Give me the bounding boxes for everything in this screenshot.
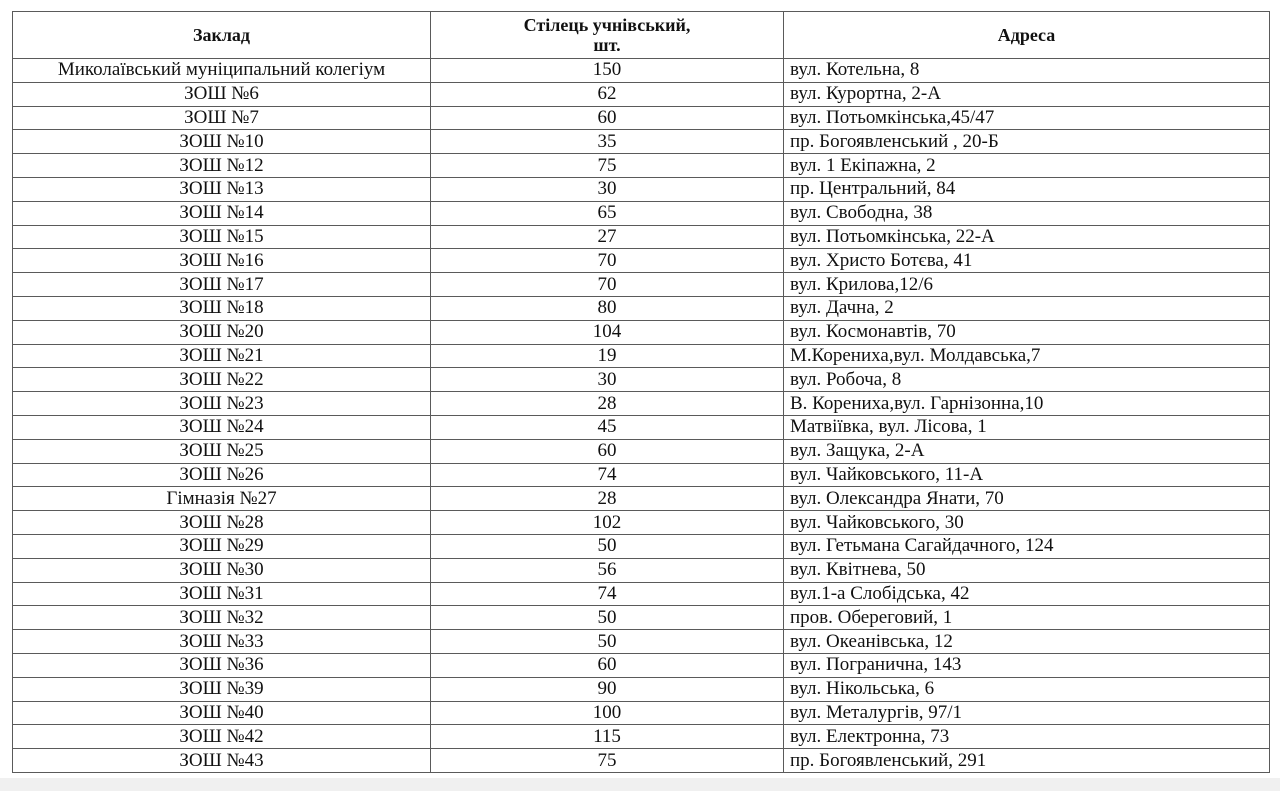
cell-address: пр. Богоявленський , 20-Б — [784, 130, 1270, 154]
cell-school: ЗОШ №42 — [13, 725, 431, 749]
cell-address: вул. Свободна, 38 — [784, 201, 1270, 225]
cell-quantity: 70 — [431, 249, 784, 273]
cell-quantity: 45 — [431, 415, 784, 439]
cell-address: Матвіївка, вул. Лісова, 1 — [784, 415, 1270, 439]
cell-school: Гімназія №27 — [13, 487, 431, 511]
table-row — [13, 201, 1270, 225]
cell-school: ЗОШ №25 — [13, 439, 431, 463]
cell-school: ЗОШ №18 — [13, 296, 431, 320]
cell-address: вул. 1 Екіпажна, 2 — [784, 154, 1270, 178]
table-row — [13, 749, 1270, 773]
cell-quantity: 70 — [431, 273, 784, 297]
table-row — [13, 630, 1270, 654]
table-row — [13, 177, 1270, 201]
table-row — [13, 392, 1270, 416]
cell-address: вул. Погранична, 143 — [784, 653, 1270, 677]
cell-school: ЗОШ №15 — [13, 225, 431, 249]
cell-school: ЗОШ №39 — [13, 677, 431, 701]
cell-quantity: 56 — [431, 558, 784, 582]
cell-address: вул. Металургів, 97/1 — [784, 701, 1270, 725]
table-row — [13, 296, 1270, 320]
table-body — [13, 59, 1270, 773]
cell-address: М.Корениха,вул. Молдавська,7 — [784, 344, 1270, 368]
cell-school: ЗОШ №16 — [13, 249, 431, 273]
cell-address: вул. Потьомкінська, 22-А — [784, 225, 1270, 249]
cell-school: ЗОШ №36 — [13, 653, 431, 677]
cell-school: ЗОШ №20 — [13, 320, 431, 344]
cell-quantity: 60 — [431, 653, 784, 677]
cell-quantity: 28 — [431, 392, 784, 416]
cell-quantity: 115 — [431, 725, 784, 749]
cell-address: вул. Океанівська, 12 — [784, 630, 1270, 654]
header-address: Адреса — [784, 12, 1270, 59]
table-row — [13, 249, 1270, 273]
cell-quantity: 74 — [431, 463, 784, 487]
table-row — [13, 558, 1270, 582]
cell-quantity: 28 — [431, 487, 784, 511]
table-row — [13, 82, 1270, 106]
cell-school: ЗОШ №30 — [13, 558, 431, 582]
cell-quantity: 65 — [431, 201, 784, 225]
cell-address: вул. Електронна, 73 — [784, 725, 1270, 749]
cell-address: вул. Котельна, 8 — [784, 59, 1270, 83]
cell-quantity: 27 — [431, 225, 784, 249]
table-row — [13, 439, 1270, 463]
cell-address: пр. Центральний, 84 — [784, 177, 1270, 201]
cell-quantity: 50 — [431, 606, 784, 630]
table-row — [13, 534, 1270, 558]
cell-school: ЗОШ №6 — [13, 82, 431, 106]
table-row — [13, 653, 1270, 677]
cell-quantity: 60 — [431, 106, 784, 130]
cell-address: вул. Нікольська, 6 — [784, 677, 1270, 701]
cell-address: вул. Чайковського, 11-А — [784, 463, 1270, 487]
cell-school: ЗОШ №29 — [13, 534, 431, 558]
cell-quantity: 80 — [431, 296, 784, 320]
cell-quantity: 75 — [431, 749, 784, 773]
cell-quantity: 30 — [431, 177, 784, 201]
cell-address: В. Корениха,вул. Гарнізонна,10 — [784, 392, 1270, 416]
table-row — [13, 59, 1270, 83]
cell-quantity: 50 — [431, 534, 784, 558]
table-row — [13, 701, 1270, 725]
cell-school: ЗОШ №24 — [13, 415, 431, 439]
table-row — [13, 463, 1270, 487]
cell-quantity: 60 — [431, 439, 784, 463]
cell-quantity: 100 — [431, 701, 784, 725]
header-quantity-line1: Стілець учнівський, — [523, 15, 691, 35]
schools-chairs-table — [12, 11, 1270, 773]
cell-address: вул. Робоча, 8 — [784, 368, 1270, 392]
table-row — [13, 582, 1270, 606]
table-header-row — [13, 12, 1270, 59]
cell-address: вул. Крилова,12/6 — [784, 273, 1270, 297]
cell-quantity: 62 — [431, 82, 784, 106]
cell-school: ЗОШ №23 — [13, 392, 431, 416]
cell-school: ЗОШ №40 — [13, 701, 431, 725]
table-row — [13, 725, 1270, 749]
cell-address: вул. Потьомкінська,45/47 — [784, 106, 1270, 130]
cell-address: вул. Курортна, 2-А — [784, 82, 1270, 106]
cell-school: Миколаївський муніципальний колегіум — [13, 59, 431, 83]
cell-school: ЗОШ №28 — [13, 511, 431, 535]
cell-quantity: 104 — [431, 320, 784, 344]
cell-quantity: 19 — [431, 344, 784, 368]
cell-school: ЗОШ №22 — [13, 368, 431, 392]
cell-quantity: 75 — [431, 154, 784, 178]
header-quantity-line2: шт. — [593, 35, 621, 55]
cell-school: ЗОШ №7 — [13, 106, 431, 130]
cell-school: ЗОШ №10 — [13, 130, 431, 154]
cell-school: ЗОШ №17 — [13, 273, 431, 297]
cell-address: пров. Обереговий, 1 — [784, 606, 1270, 630]
header-quantity — [431, 12, 784, 59]
table-row — [13, 320, 1270, 344]
cell-address: пр. Богоявленський, 291 — [784, 749, 1270, 773]
cell-address: вул. Дачна, 2 — [784, 296, 1270, 320]
table-row — [13, 511, 1270, 535]
cell-quantity: 50 — [431, 630, 784, 654]
cell-address: вул. Христо Ботєва, 41 — [784, 249, 1270, 273]
header-school: Заклад — [13, 12, 431, 59]
page-bottom-band — [0, 778, 1280, 791]
cell-address: вул. Квітнева, 50 — [784, 558, 1270, 582]
cell-school: ЗОШ №32 — [13, 606, 431, 630]
cell-school: ЗОШ №26 — [13, 463, 431, 487]
cell-quantity: 102 — [431, 511, 784, 535]
table-row — [13, 106, 1270, 130]
cell-address: вул. Чайковського, 30 — [784, 511, 1270, 535]
cell-address: вул. Олександра Янати, 70 — [784, 487, 1270, 511]
cell-address: вул. Защука, 2-А — [784, 439, 1270, 463]
cell-school: ЗОШ №13 — [13, 177, 431, 201]
table-row — [13, 677, 1270, 701]
cell-school: ЗОШ №33 — [13, 630, 431, 654]
table-row — [13, 344, 1270, 368]
cell-school: ЗОШ №31 — [13, 582, 431, 606]
table-row — [13, 154, 1270, 178]
cell-address: вул. Космонавтів, 70 — [784, 320, 1270, 344]
table-row — [13, 487, 1270, 511]
cell-quantity: 150 — [431, 59, 784, 83]
table-row — [13, 273, 1270, 297]
table-row — [13, 130, 1270, 154]
cell-school: ЗОШ №21 — [13, 344, 431, 368]
cell-quantity: 74 — [431, 582, 784, 606]
cell-quantity: 35 — [431, 130, 784, 154]
cell-school: ЗОШ №12 — [13, 154, 431, 178]
cell-address: вул. Гетьмана Сагайдачного, 124 — [784, 534, 1270, 558]
cell-quantity: 30 — [431, 368, 784, 392]
table-row — [13, 415, 1270, 439]
cell-school: ЗОШ №43 — [13, 749, 431, 773]
table-row — [13, 368, 1270, 392]
cell-quantity: 90 — [431, 677, 784, 701]
cell-address: вул.1-а Слобідська, 42 — [784, 582, 1270, 606]
table-row — [13, 606, 1270, 630]
table-row — [13, 225, 1270, 249]
cell-school: ЗОШ №14 — [13, 201, 431, 225]
